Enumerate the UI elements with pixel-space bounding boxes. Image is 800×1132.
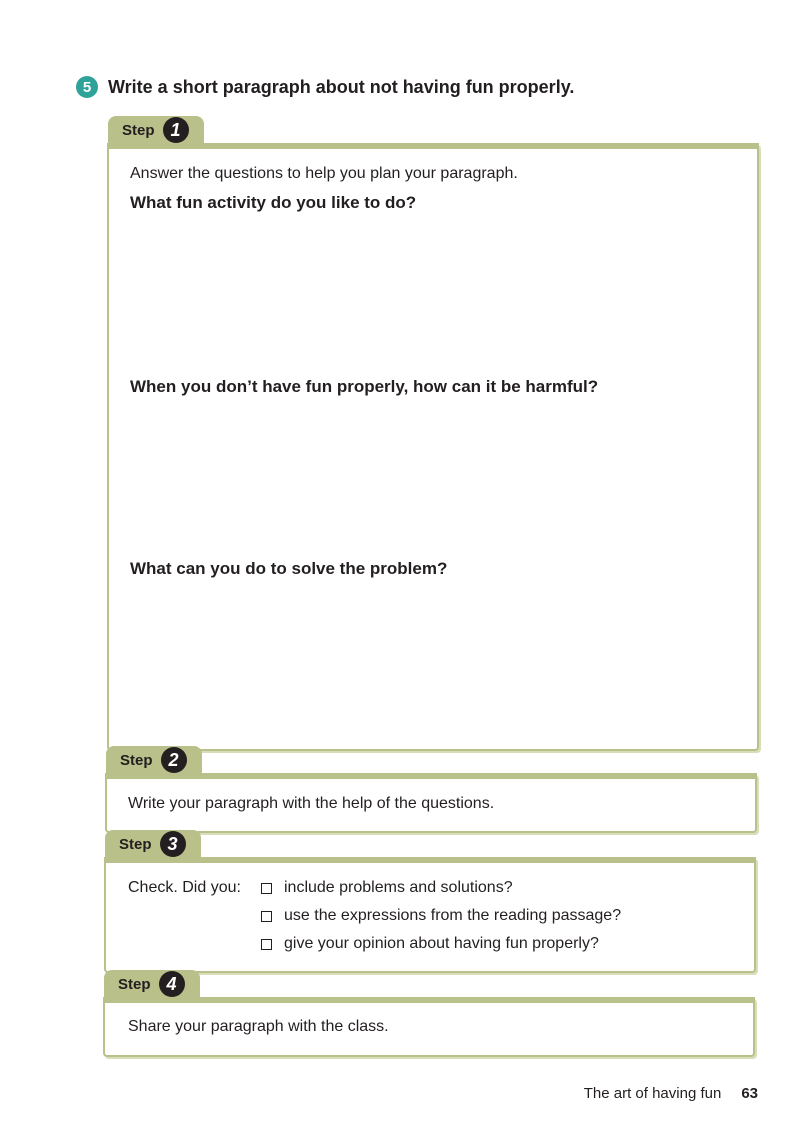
question-3: What can you do to solve the problem?: [130, 559, 448, 578]
exercise-heading: [76, 76, 574, 98]
checkbox[interactable]: [261, 939, 272, 950]
check-item-1[interactable]: [261, 879, 513, 897]
step-4-box: [103, 997, 755, 1057]
step-label: Step: [122, 121, 155, 139]
footer-title: The art of having fun: [583, 1085, 722, 1102]
box-top-band: [104, 857, 756, 863]
step-3-box: [104, 857, 756, 973]
step-3-tab: [105, 830, 201, 858]
check-item-label: use the expressions from the reading passage?: [284, 907, 622, 924]
step-2-box: [105, 773, 757, 833]
check-item-label: give your opinion about having fun properly?: [284, 935, 599, 952]
check-prefix: Check. Did you:: [128, 879, 241, 896]
page-number: 63: [741, 1085, 758, 1102]
check-item-3[interactable]: [261, 935, 599, 953]
box-top-band: [107, 143, 759, 149]
box-top-band: [103, 997, 755, 1003]
step-2-tab: [106, 746, 202, 774]
question-1: What fun activity do you like to do?: [130, 193, 417, 212]
checkbox[interactable]: [261, 883, 272, 894]
check-item-2[interactable]: [261, 907, 621, 925]
step-4-tab: [104, 970, 200, 998]
page-footer: [584, 1085, 758, 1102]
step-1-tab: [108, 116, 204, 144]
step-number-badge: 1: [163, 117, 189, 143]
step-label: Step: [120, 751, 153, 769]
question-2: When you don’t have fun properly, how can it be harmful?: [130, 377, 599, 396]
step-number-badge: 4: [159, 971, 185, 997]
step-1-intro: Answer the questions to help you plan your paragraph.: [130, 165, 518, 182]
exercise-number-badge: 5: [76, 76, 98, 98]
check-item-label: include problems and solutions?: [284, 879, 513, 896]
step-number-badge: 3: [160, 831, 186, 857]
step-number-badge: 2: [161, 747, 187, 773]
checkbox[interactable]: [261, 911, 272, 922]
step-2-text: Write your paragraph with the help of the questions.: [128, 795, 495, 812]
step-4-text: Share your paragraph with the class.: [128, 1018, 389, 1035]
step-label: Step: [119, 835, 152, 853]
step-label: Step: [118, 975, 151, 993]
exercise-title: Write a short paragraph about not having fun properly.: [108, 76, 575, 97]
step-1-box: [107, 143, 759, 751]
box-top-band: [105, 773, 757, 779]
